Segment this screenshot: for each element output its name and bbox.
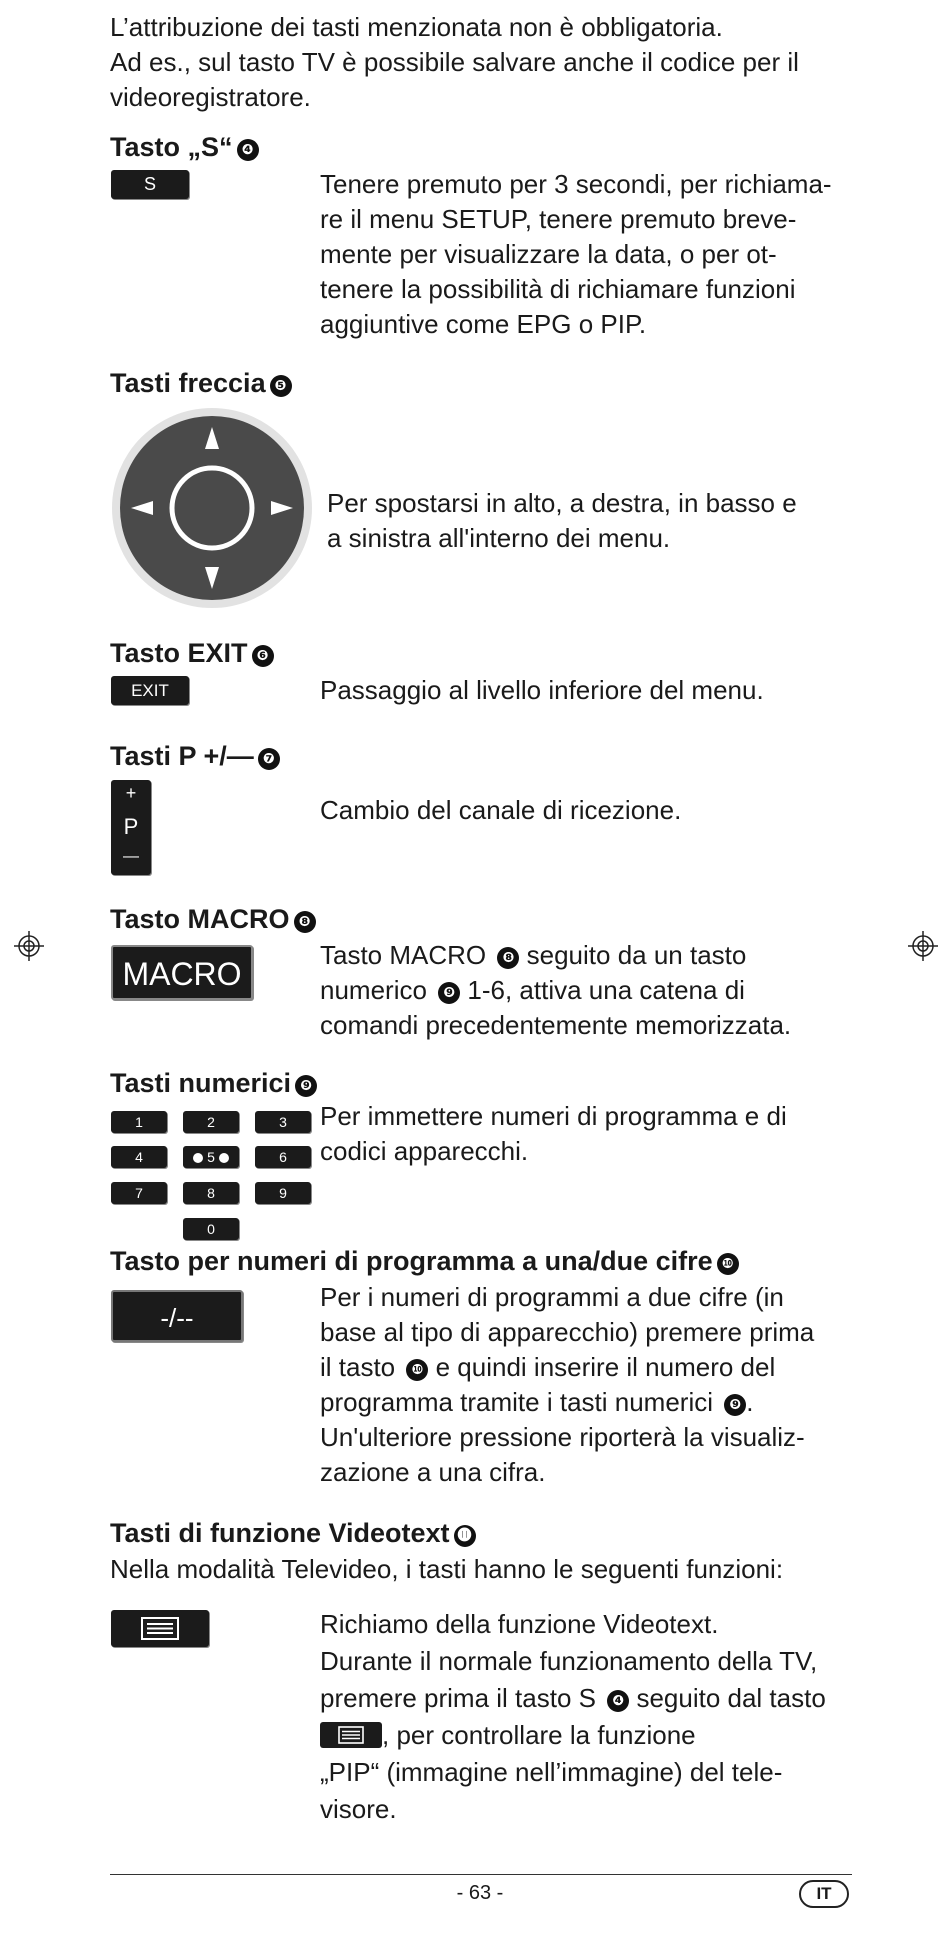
registration-mark-right-icon bbox=[908, 931, 938, 961]
macro-desc-part: seguito da un tasto bbox=[526, 940, 747, 970]
videotext-description bbox=[320, 1606, 910, 1828]
marker-8-icon: ❽ bbox=[497, 947, 519, 969]
desc-line bbox=[320, 938, 900, 973]
digits-key-icon: -/-- bbox=[111, 1290, 243, 1342]
p-plus-minus-key-icon bbox=[111, 780, 151, 875]
videotext-desc-part: , per controllare la funzione bbox=[382, 1720, 696, 1750]
digits-description bbox=[320, 1280, 900, 1490]
marker-6-icon: ❻ bbox=[252, 645, 274, 667]
desc-line bbox=[320, 973, 900, 1008]
key-s-heading-text: Tasto „S“ bbox=[110, 132, 233, 162]
desc-line: „PIP“ (immagine nell’immagine) del tele- bbox=[320, 1757, 783, 1787]
key-s-description bbox=[320, 167, 900, 342]
intro-line: L’attribuzione dei tasti menzionata non è obbligatoria. bbox=[110, 12, 723, 42]
minus-label: — bbox=[123, 848, 139, 865]
numeric-key-4: 4 bbox=[111, 1146, 167, 1168]
videotext-key-icon bbox=[111, 1610, 209, 1647]
p-label: P bbox=[123, 814, 139, 839]
teletext-icon bbox=[320, 1722, 382, 1748]
numeric-key-3: 3 bbox=[255, 1111, 311, 1133]
digits-desc-part: . bbox=[746, 1387, 754, 1417]
desc-line: mente per visualizzare la data, o per ot- bbox=[320, 239, 777, 269]
exit-description: Passaggio al livello inferiore del menu. bbox=[320, 675, 764, 705]
key-s-heading bbox=[110, 131, 259, 163]
marker-10-icon: ❿ bbox=[717, 1253, 739, 1275]
digits-desc-part: e quindi inserire il numero del bbox=[435, 1352, 776, 1382]
arrows-heading-text: Tasti freccia bbox=[110, 368, 266, 398]
macro-heading-text: Tasto MACRO bbox=[110, 904, 290, 934]
marker-4-icon: ❹ bbox=[607, 1690, 629, 1712]
numeric-key-9: 9 bbox=[255, 1182, 311, 1204]
desc-line: tenere la possibilità di richiamare funzioni bbox=[320, 274, 796, 304]
videotext-desc-part: premere prima il tasto S bbox=[320, 1683, 596, 1713]
desc-line: Tenere premuto per 3 secondi, per richiama- bbox=[320, 169, 832, 199]
marker-7-icon: ❼ bbox=[258, 748, 280, 770]
marker-9-icon: ❾ bbox=[295, 1075, 317, 1097]
marker-10-icon: ❿ bbox=[406, 1359, 428, 1381]
marker-4-icon: ❹ bbox=[237, 139, 259, 161]
desc-line: visore. bbox=[320, 1794, 397, 1824]
s-key-icon: S bbox=[111, 170, 189, 199]
numeric-description bbox=[320, 1099, 900, 1169]
marker-5-icon: ❺ bbox=[270, 375, 292, 397]
macro-desc-part: numerico bbox=[320, 975, 427, 1005]
numeric-key-5 bbox=[183, 1146, 239, 1168]
digits-heading-text: Tasto per numeri di programma a una/due cifre bbox=[110, 1246, 713, 1276]
desc-line: Un'ulteriore pressione riporterà la visualiz- bbox=[320, 1422, 805, 1452]
intro-line: videoregistratore. bbox=[110, 82, 311, 112]
language-badge: IT bbox=[799, 1880, 849, 1908]
registration-mark-left-icon bbox=[14, 931, 44, 961]
desc-line: comandi precedentemente memorizzata. bbox=[320, 1010, 792, 1040]
marker-9-icon: ❾ bbox=[724, 1394, 746, 1416]
footer-rule bbox=[110, 1874, 852, 1875]
desc-line: Per i numeri di programmi a due cifre (in bbox=[320, 1282, 784, 1312]
numeric-heading bbox=[110, 1067, 317, 1099]
intro-paragraph bbox=[110, 10, 890, 115]
exit-heading bbox=[110, 637, 274, 669]
arrows-description bbox=[327, 486, 897, 556]
desc-line: base al tipo di apparecchio) premere prima bbox=[320, 1317, 815, 1347]
desc-line: a sinistra all'interno dei menu. bbox=[327, 523, 671, 553]
numeric-key-6: 6 bbox=[255, 1146, 311, 1168]
p-keys-heading-text: Tasti P +/— bbox=[110, 741, 254, 771]
numeric-key-7: 7 bbox=[111, 1182, 167, 1204]
videotext-intro: Nella modalità Televideo, i tasti hanno le seguenti funzioni: bbox=[110, 1554, 784, 1584]
dot-icon bbox=[219, 1153, 229, 1163]
digits-desc-part: programma tramite i tasti numerici bbox=[320, 1387, 713, 1417]
digits-desc-part: il tasto bbox=[320, 1352, 396, 1382]
desc-line: zazione a una cifra. bbox=[320, 1457, 546, 1487]
marker-9-icon: ❾ bbox=[438, 982, 460, 1004]
numeric-key-5-label: 5 bbox=[207, 1149, 215, 1165]
arrow-pad-icon bbox=[111, 407, 313, 609]
p-keys-description: Cambio del canale di ricezione. bbox=[320, 795, 682, 825]
macro-description bbox=[320, 938, 900, 1043]
desc-line: Richiamo della funzione Videotext. bbox=[320, 1609, 719, 1639]
numeric-key-2: 2 bbox=[183, 1111, 239, 1133]
desc-line bbox=[320, 1680, 910, 1717]
desc-line bbox=[320, 1350, 900, 1385]
videotext-heading bbox=[110, 1517, 476, 1549]
desc-line bbox=[320, 1717, 910, 1754]
desc-line: codici apparecchi. bbox=[320, 1136, 529, 1166]
exit-heading-text: Tasto EXIT bbox=[110, 638, 248, 668]
desc-line: re il menu SETUP, tenere premuto breve- bbox=[320, 204, 797, 234]
numeric-heading-text: Tasti numerici bbox=[110, 1068, 292, 1098]
desc-line bbox=[320, 1385, 900, 1420]
inline-videotext-key-icon bbox=[320, 1722, 382, 1748]
desc-line: Per spostarsi in alto, a destra, in basso e bbox=[327, 488, 797, 518]
p-keys-heading bbox=[110, 740, 280, 772]
marker-11-icon: ⓫ bbox=[454, 1525, 476, 1547]
macro-key-icon: MACRO bbox=[111, 945, 253, 1000]
intro-line: Ad es., sul tasto TV è possibile salvare anche il codice per il bbox=[110, 47, 799, 77]
macro-desc-part: Tasto MACRO bbox=[320, 940, 487, 970]
videotext-desc-part: seguito dal tasto bbox=[636, 1683, 826, 1713]
numeric-key-8: 8 bbox=[183, 1182, 239, 1204]
digits-heading bbox=[110, 1245, 739, 1277]
dot-icon bbox=[193, 1153, 203, 1163]
numeric-key-0: 0 bbox=[183, 1218, 239, 1240]
plus-label: + bbox=[125, 783, 137, 803]
desc-line: aggiuntive come EPG o PIP. bbox=[320, 309, 647, 339]
desc-line: Durante il normale funzionamento della TV, bbox=[320, 1646, 818, 1676]
page-number: - 63 - bbox=[456, 1882, 504, 1904]
arrows-heading bbox=[110, 367, 292, 399]
videotext-heading-text: Tasti di funzione Videotext bbox=[110, 1518, 450, 1548]
desc-line: Per immettere numeri di programma e di bbox=[320, 1101, 787, 1131]
marker-8-icon: ❽ bbox=[294, 911, 316, 933]
numeric-key-1: 1 bbox=[111, 1111, 167, 1133]
macro-heading bbox=[110, 903, 316, 935]
macro-desc-part: 1-6, attiva una catena di bbox=[467, 975, 745, 1005]
exit-key-icon: EXIT bbox=[111, 676, 189, 705]
teletext-icon bbox=[111, 1610, 209, 1647]
